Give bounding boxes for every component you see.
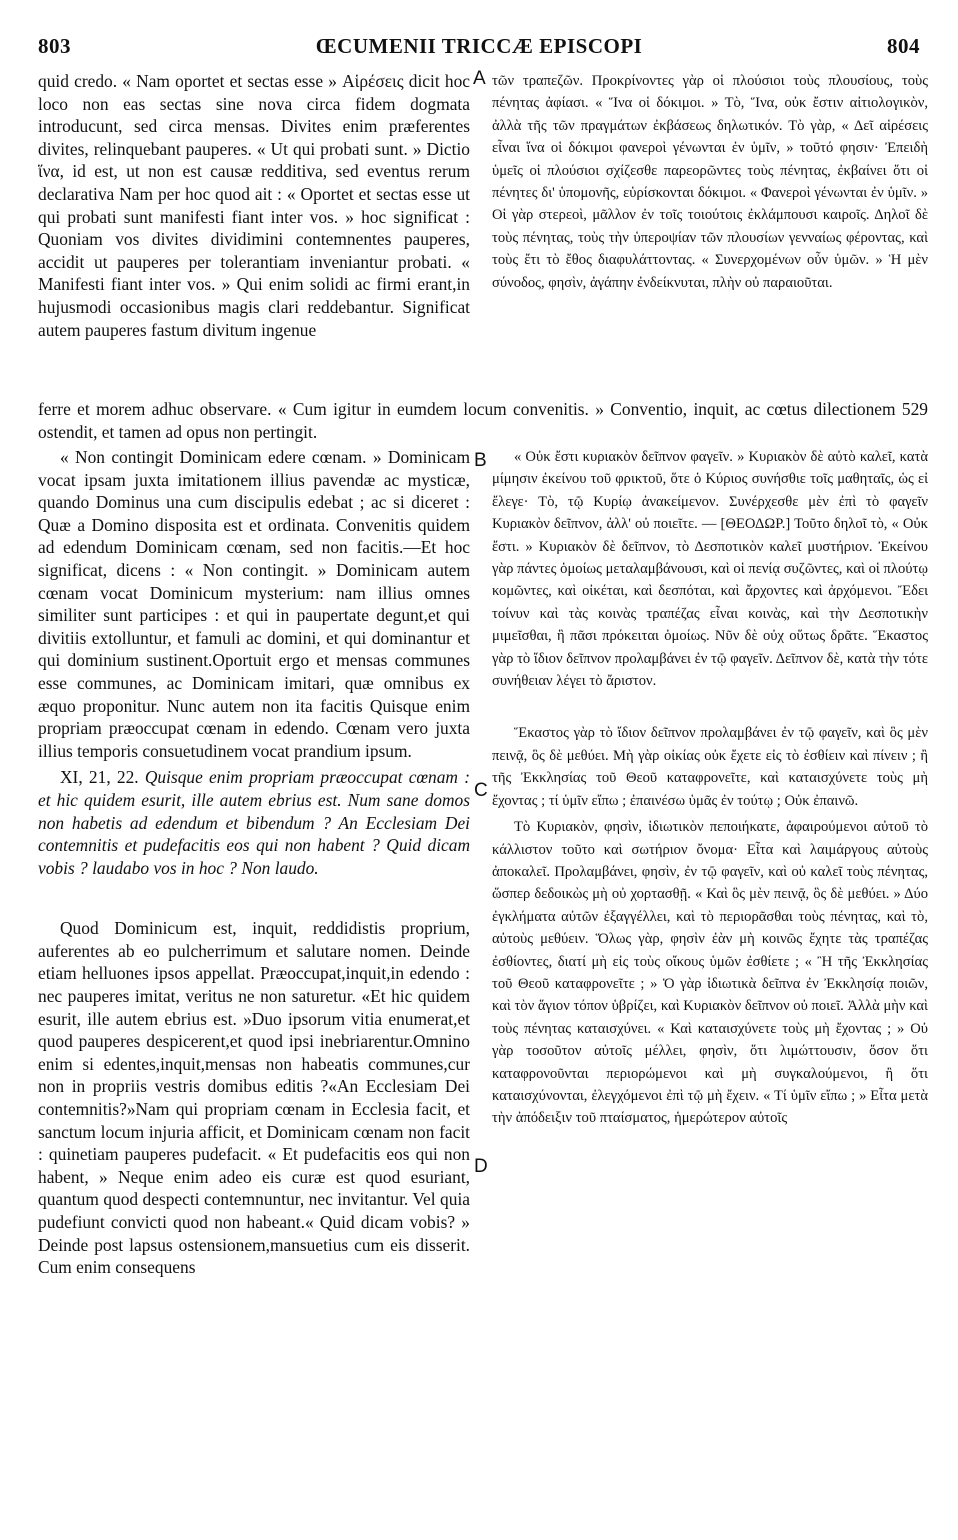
- page-header: [38, 34, 920, 58]
- greek-paragraph-4: Τὸ Κυριακὸν, φησὶν, ἰδιωτικὸν πεποιήκατε, ἀφαιρούμενοι αὐτοῦ τὸ κάλλιστον τοῦτο καὶ σωτήριον ὄνομα· Εἶτα καὶ λαιμάργους αὐτοὺς ἀποκαλεῖ. Προλαμβάνει, φησὶν, ἐν τῷ φαγεῖν, καὶ οὐ καλεῖ τοὺς πένητας, ὥσπερ δεδοικὼς μὴ οὐ χορτασθῇ. « Καὶ ὃς μὲν πεινᾷ, ὃς δὲ μεθύει. » Δύο ἐγκλήματα αὐτῶν ἐξαγγέλλει, καὶ τὸ περιορᾶσθαι τοὺς πένητας, καὶ τὸ, αὐτοὺς μεθύειν. Ὅλως γὰρ, φησὶν ἐὰν μὴ κοινῶς ἔχητε τὰς τραπέζας ἐσθίοντες, διατί μὴ εἰς τοὺς οἴκους ὑμῶν ἐσθίετε ; « Ἢ τῆς Ἐκκλησίας τοῦ Θεοῦ καταφρονεῖτε ; » Ὁ γὰρ ἰδιωτικὰ δεῖπνα ἐν Ἐκκλησίᾳ ποιῶν, καὶ τὸν ἅγιον τόπον ὑβρίζει, καὶ Κυριακὸν δεῖπνον οὐ ποιεῖ. Ἀλλὰ μὴν καὶ τοὺς πένητας καταισχύνει. « Καὶ καταισχύνετε τοὺς μὴ ἔχοντας ; » Οὐ γὰρ τοσοῦτον αὐτοῖς μέλλει, φησὶν, ὅτι λιμώττουσιν, ὅσον ὅτι καταφρονοῦνται περιορώμενοι καὶ μὴ συγκαλούμενοι, ἢ ὅτι καταισχύνονται, ἐλεγχόμενοι ἐπὶ τῷ μὴ ἔχειν. « Τί ὑμῖν εἴπω ; » Εἶτα μετὰ τὴν ἀπόδειξιν τοῦ πταίσματος, ἡμερώτερον αὐτοῖς: [492, 819, 928, 1127]
- verse-text: Quisque enim propriam præoccupat cœnam : et hic quidem esurit, ille autem ebrius est. Num sane domos non habetis ad edendum et bibendum ? An Ecclesiam Dei contemnitis et pudefacitis eos qui non habent ? Quid dicam vobis ? laudabo vos in hoc ? Non laudo.: [38, 767, 470, 878]
- latin-column-top: [38, 70, 470, 341]
- greek-paragraph-2: « Οὐκ ἔστι κυριακὸν δεῖπνον φαγεῖν. » Κυριακὸν δὲ αὐτὸ καλεῖ, κατὰ μίμησιν ἐκείνου τοῦ φρικτοῦ, ὅτε ὁ Κύριος συνήσθιε τοῖς μαθηταῖς, ὡς εἰ ἔλεγε· Τὸ, τῷ Κυρίῳ ἀνακείμενον. Συνέρχεσθε μὲν ἐπὶ τὸ φαγεῖν Κυριακὸν δεῖπνον, ἀλλ' οὐ ποιεῖτε. — [ΘΕΟΔΩΡ.] Τοῦτο δηλοῖ τὸ, « Οὐκ ἔστι. » Κυριακὸν δὲ δεῖπνον, τὸ Δεσποτικὸν καλεῖ μυστήριον. Ἐκείνου γὰρ πάντες ὁμοίως μεταλαμβάνουσι, καὶ οἱ πενίᾳ συζῶντες, καὶ οἱ πλούτῳ κομῶντες, καὶ οἰκέται, καὶ δεσπόται, καὶ ἄρχοντες καὶ ἀρχόμενοι. Ἔδει τοίνυν καὶ τὰς κοινὰς τραπέζας εἶναι κοινὰς, καὶ τὴν Δεσποτικὴν μιμεῖσθαι, ἣ πᾶσι πρόκειται ὁμοίως. Νῦν δὲ οὐχ οὕτως δρᾶτε. Ἕκαστος γὰρ τὸ ἴδιον δεῖπνον προλαμβάνει ἐν τῷ φαγεῖν. Δεῖπνον δὲ, κατὰ τὴν τότε συνήθειαν λέγει τὸ ἄριστον.: [492, 449, 928, 690]
- greek-column-middle: [492, 446, 928, 1130]
- page-number-right: 804: [887, 34, 920, 58]
- verse-reference: XI, 21, 22.: [60, 767, 145, 788]
- margin-letter-c: C: [474, 780, 488, 801]
- margin-letter-a: A: [473, 68, 486, 89]
- greek-paragraph-1: τῶν τραπεζῶν. Προκρίνοντες γὰρ οἱ πλούσιοι τοὺς πλουσίους, τοὺς πένητας ἀφίασι. « Ἵνα οἱ δόκιμοι. » Τὸ, Ἵνα, οὐκ ἔστιν αἰτιολογικὸν, ἀλλὰ τῆς τῶν πραγμάτων ἐκβάσεως δηλωτικόν. Τὸ γὰρ, « Δεῖ αἱρέσεις εἶναι ἵνα οἱ δόκιμοι φανεροὶ γένωνται ἐν ὑμῖν, » τοῦτό φησιν· Ἐπειδὴ ὑμεῖς οἱ πλούσιοι σχίζεσθε παρεορῶντες τοὺς πένητας, ἐκβαίνει ὅτι οἱ πένητες δι' ὑπομονῆς, εὑρίσκονται δόκιμοι. « Φανεροὶ γένωνται ἐν ὑμῖν. » Οἱ γὰρ στερεοὶ, μᾶλλον ἐν τοῖς τοιούτοις ἐκλάμπουσι καιροῖς. Δηλοῖ δὲ τοὺς πένητας, τοὺς τὴν ὑπεροψίαν τῶν πλουσίων γενναίως φέροντας, καὶ τοὺς ἔτι τὸ ἔθος διαφυλάττοντας. « Συνερχομένων οὖν ὑμῶν. » Ἡ μὲν σύνοδος, φησὶν, ἀγάπην ἐνδείκνυται, πλὴν οὐ παραιοῦται.: [492, 73, 928, 291]
- margin-letter-b: B: [474, 450, 487, 471]
- latin-paragraph-3: Quod Dominicum est, inquit, reddidistis proprium, auferentes ab eo pulcherrimum et salutare nomen. Deinde etiam helluones ipsos appellat. Præoccupat,inquit,in edendo : nec pauperes imitat, veritus ne non saturetur. «Et hic quidem esurit, ille autem ebrius est. »Duo ipsorum vitia enumerat,et quod pauperes despicerent,et quod ipsi inebriarentur.Omnino enim si edentes,inquit,mensas non habeatis communes,cur non in propriis vestris domibus editis ?«An Ecclesiam Dei contemnitis?»Nam qui propriam cœnam in Ecclesia facit, et sanctum locum injuria afficit, et Dominicam cœnam non facit : quinetiam pauperes pudefacit. « Et pudefacitis eos qui non habent, » Neque enim adeo eis curæ est quod esuriant, quantum quod despecti contemnuntur, nec invitantur. Vel quia pudefiunt convicti quod non habeant.« Quid dicam vobis? » Deinde post lapsus ostensionem,mansuetius cum eis disserit. Cum enim consequens: [38, 918, 470, 1278]
- latin-verse: [38, 766, 470, 879]
- greek-verse: Ἕκαστος γὰρ τὸ ἴδιον δεῖπνον προλαμβάνει ἐν τῷ φαγεῖν, καὶ ὃς μὲν πεινᾷ, ὃς δὲ μεθύει. Μὴ γὰρ οἰκίας οὐκ ἔχετε εἰς τὸ ἐσθίειν καὶ πίνειν ; ἢ τῆς Ἐκκλησίας τοῦ Θεοῦ καταφρονεῖτε, καὶ καταισχύνετε τοὺς μὴ ἔχοντας ; τί ὑμῖν εἴπω ; ἐπαινέσω ὑμᾶς ἐν τούτῳ ; Οὐκ ἐπαινῶ.: [492, 725, 928, 809]
- page-number-left: 803: [38, 34, 71, 58]
- full-width-text: ferre et morem adhuc observare. « Cum igitur in eumdem locum convenitis. » Conventio, inquit, ac cœtus dilectionem 529 ostendit, et tamen ad opus non pertingit.: [38, 399, 928, 442]
- running-title: ŒCUMENII TRICCÆ EPISCOPI: [315, 34, 643, 58]
- margin-letter-d: D: [474, 1156, 488, 1177]
- latin-paragraph-1: quid credo. « Nam oportet et sectas esse » Αἱρέσεις dicit hoc loco non eas sectas sine nova circa fidem dogmata introducunt, sed circa mensas. Divites enim præferentes divites, relinquebant pauperes. « Ut qui probati sunt. » Dictio ἵνα, id est, ut non est causæ redditiva, sed eventus rerum declarativa Nam per hoc quod ait : « Oportet et sectas esse ut qui probati sunt manifesti fiant inter vos. » hoc significat : Quoniam vos divites dividimini contemnentes pauperes, accidit ut pauperes per tolerantiam inveniantur probati. « Manifesti fiant inter vos. » Qui enim solidi ac firmi erant,in hujusmodi occasionibus magis clari reddebantur. Significat autem pauperes fastum divitum ingenue: [38, 71, 470, 340]
- greek-column-top: [492, 70, 928, 294]
- latin-paragraph-2: « Non contingit Dominicam edere cœnam. » Dominicam vocat ipsam juxta imitationem illius pavendæ ac mysticæ, quando Dominus una cum discipulis edebat ; ac si diceret : Quæ a Domino disposita est et ordinata. Convenitis quidem ad edendum Dominicam cœnam, sed non facitis.—Et hoc significat, dicens : « Non contingit. » Dominicam autem cœnam vocat Dominicum mysterium: nam illius omnes similiter sunt participes : et qui in paupertate degunt,et qui divitiis extolluntur, et famuli ac domini, et qui dominantur et qui dominium sustinent.Oportuit ergo et mensas communes esse communes, ac Dominicam imitari, quæ omnibus ex æquo proponitur. Nunc autem non ita facitis Quisque enim propriam præoccupat cœnam in edendo. Cœnam vero juxta illius temporis consuetudinem vocat prandium ipsum.: [38, 447, 470, 761]
- latin-column-middle: [38, 446, 470, 1279]
